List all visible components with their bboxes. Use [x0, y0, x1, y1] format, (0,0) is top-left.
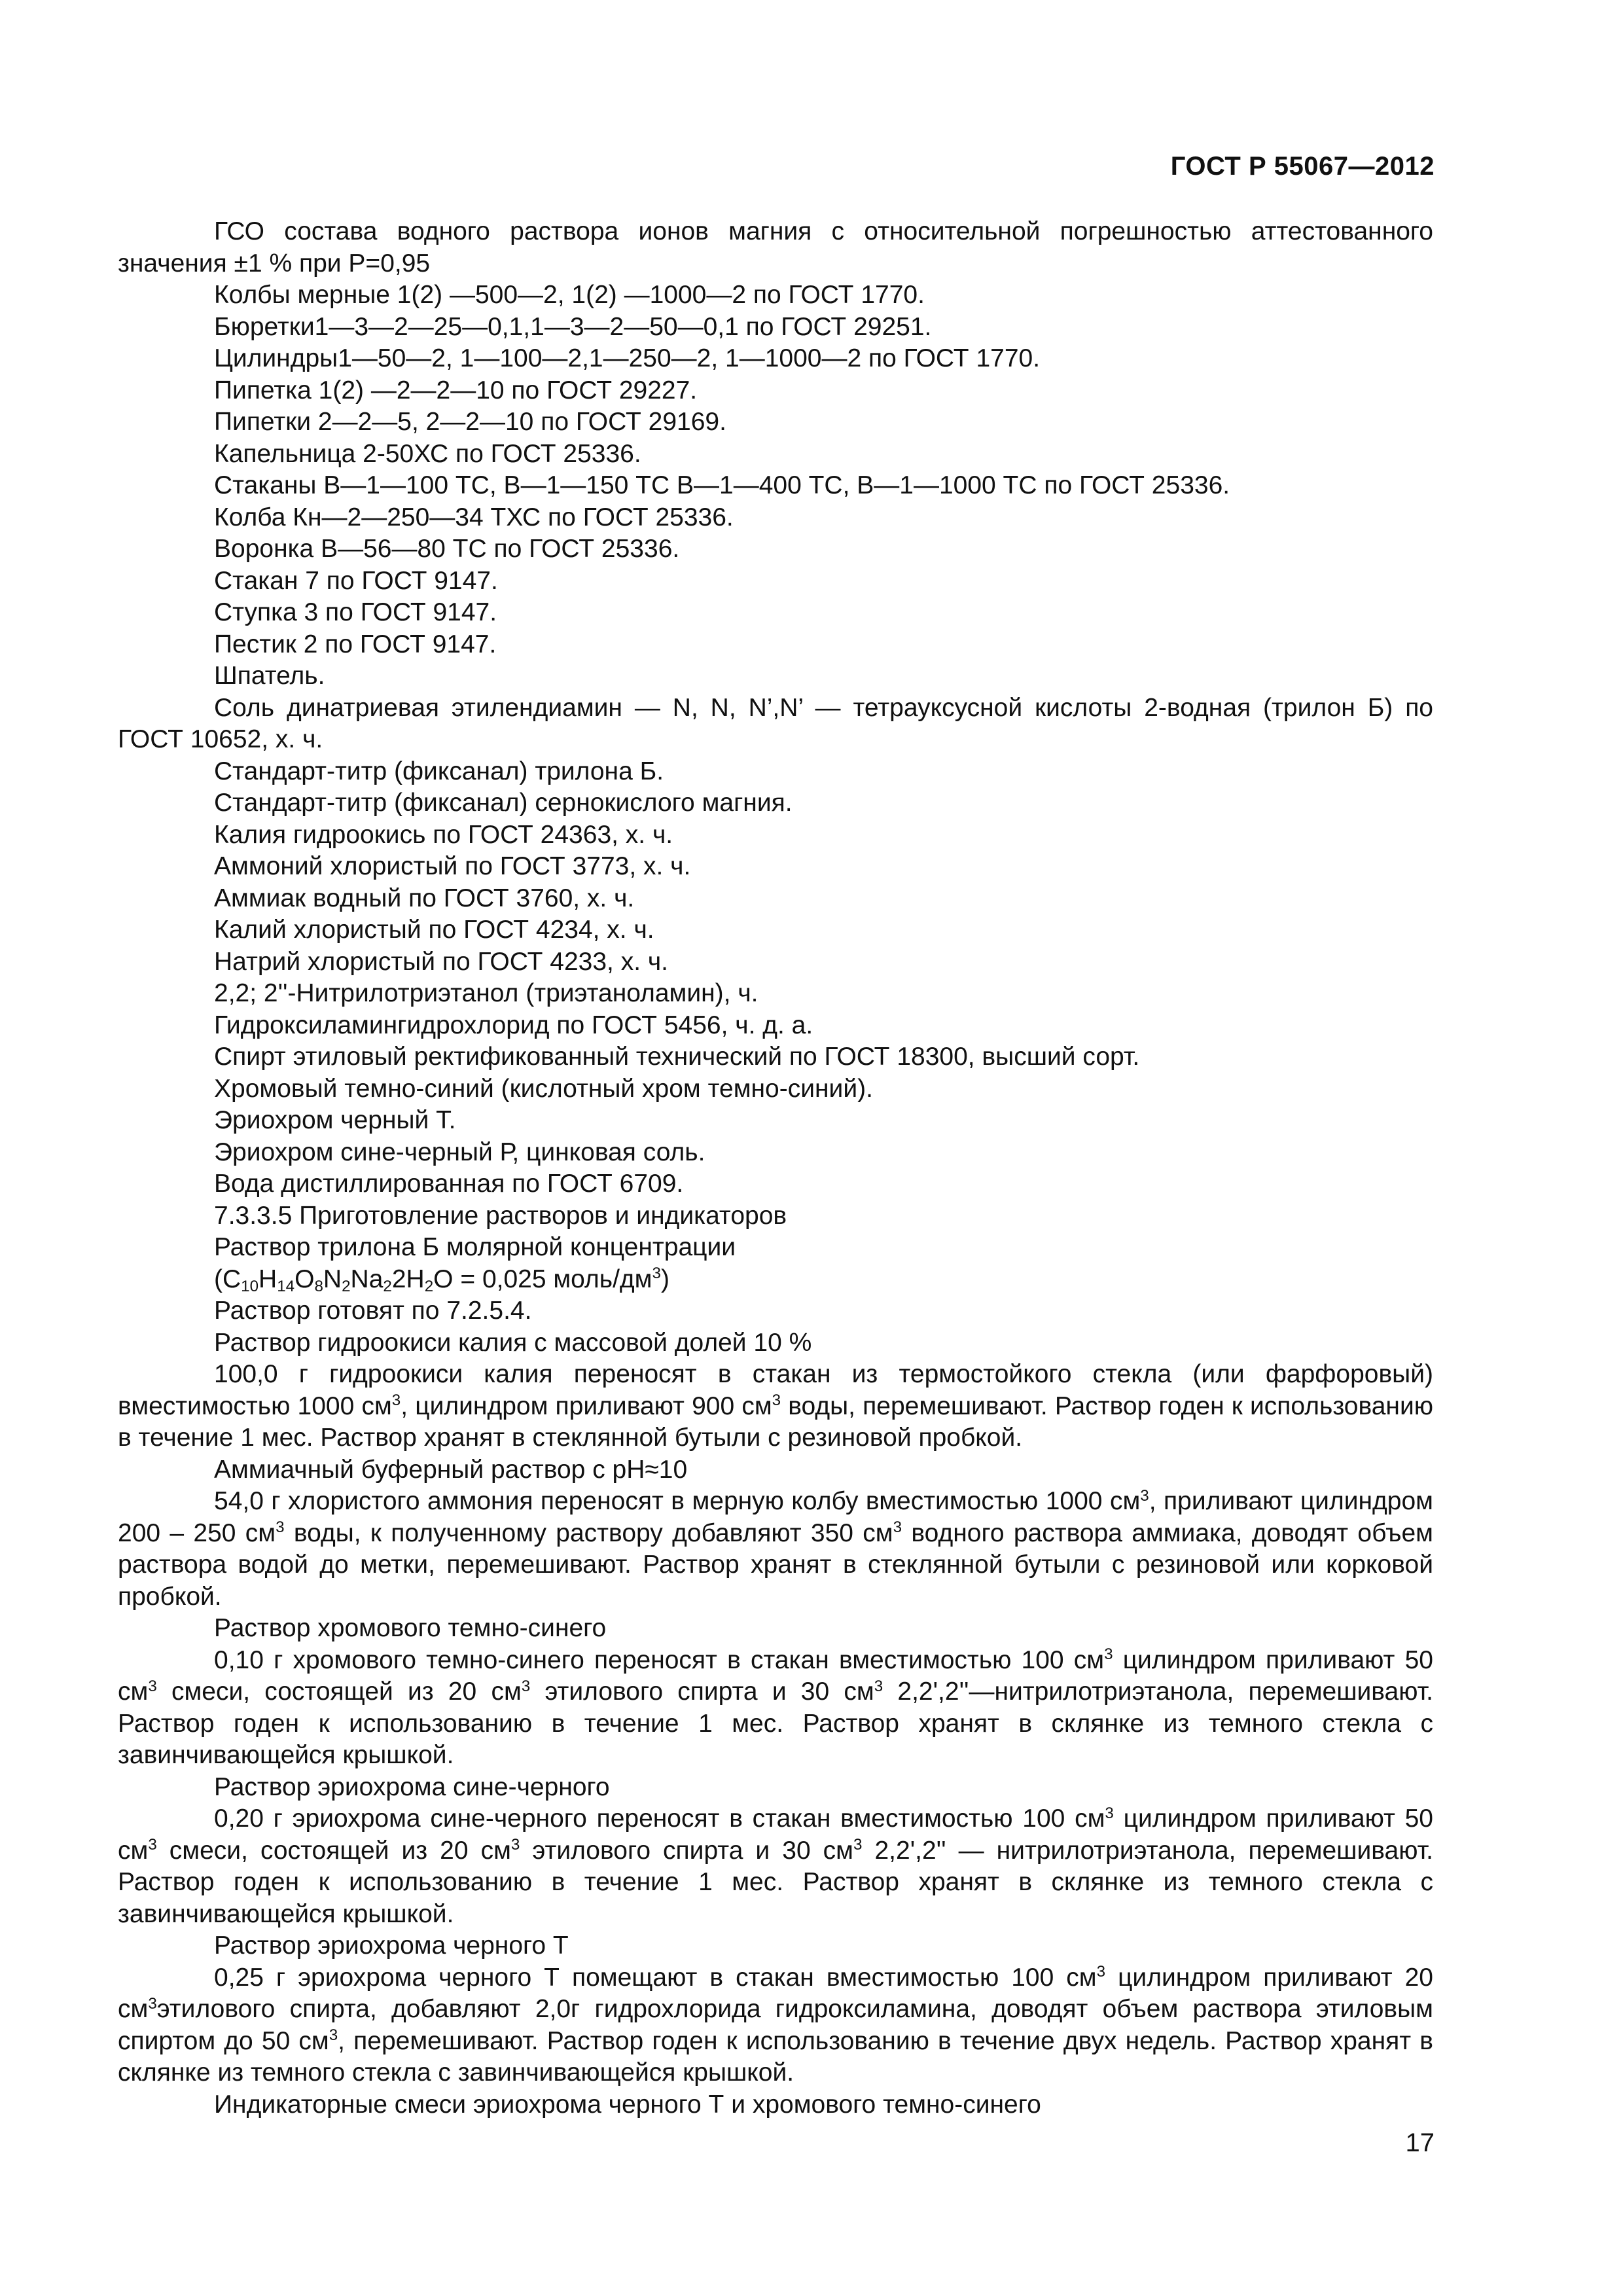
paragraph-title: Индикаторные смеси эриохрома черного Т и хромового темно-синего: [214, 2090, 1041, 2119]
paragraph: 0,20 г эриохрома сине-черного переносят в стакан вместимостью 100 $см^3$ цилиндром приливают 50 $см^3$ смеси, состоящей из 20 $см^3$ этилового спирта и 30 $см^3$ 2,2',2'' — нитрилотриэтанола, перемешивают. Раствор годен к использованию в течение 1 мес. Раствор хранят в склянке из темного стекла с завинчивающейся крышкой.: [118, 1804, 1433, 1928]
paragraph: Раствор готовят по 7.2.5.4.: [214, 1297, 532, 1325]
paragraph: Пестик 2 по ГОСТ 9147.: [214, 630, 497, 658]
paragraph: Стандарт-титр (фиксанал) трилона Б.: [214, 757, 664, 785]
paragraph: Хромовый темно-синий (кислотный хром темно-синий).: [214, 1074, 873, 1103]
paragraph: Соль динатриевая этилендиамин — N, N, N’,N’ — тетрауксусной кислоты 2-водная (трилон Б) по ГОСТ 10652, х. ч.: [118, 693, 1433, 753]
paragraph-title: Раствор эриохрома черного Т: [214, 1931, 569, 1960]
paragraph: Спирт этиловый ректификованный технический по ГОСТ 18300, высший сорт.: [214, 1043, 1140, 1071]
paragraph: ГСО состава водного раствора ионов магния с относительной погрешностью аттестованного значения ±1 % при Р=0,95: [118, 217, 1433, 278]
paragraph-title: Раствор гидроокиси калия с массовой долей 10 %: [214, 1328, 812, 1357]
page-number: 17: [1405, 2128, 1435, 2157]
paragraph: Цилиндры1—50—2, 1—100—2,1—250—2, 1—1000—2 по ГОСТ 1770.: [214, 344, 1041, 372]
paragraph: Эриохром черный Т.: [214, 1106, 456, 1134]
paragraph: Стандарт-титр (фиксанал) сернокислого магния.: [214, 789, 793, 817]
paragraph: 0,10 г хромового темно-синего переносят в стакан вместимостью 100 $см^3$ цилиндром приливают 50 $см^3$ смеси, состоящей из 20 $см^3$ этилового спирта и 30 $см^3$ 2,2',2''—нитрилотриэтанола, перемешивают. Раствор годен к использованию в течение 1 мес. Раствор хранят в склянке из темного стекла с завинчивающейся крышкой.: [118, 1645, 1434, 1769]
paragraph: 2,2; 2''-Нитрилотриэтанол (триэтаноламин), ч.: [214, 979, 758, 1007]
paragraph: Колбы мерные 1(2) —500—2, 1(2) —1000—2 по ГОСТ 1770.: [214, 281, 925, 309]
paragraph: Калий хлористый по ГОСТ 4234, х. ч.: [214, 916, 654, 944]
chemical-formula: (С10Н14О8N2Na22Н2О = 0,025 моль/$дм^3$): [214, 1265, 669, 1296]
paragraph: Гидроксиламингидрохлорид по ГОСТ 5456, ч. д. а.: [214, 1011, 813, 1039]
paragraph: Пипетки 2—2—5, 2—2—10 по ГОСТ 29169.: [214, 408, 726, 436]
paragraph: Капельница 2-50ХС по ГОСТ 25336.: [214, 439, 641, 468]
paragraph: Стакан 7 по ГОСТ 9147.: [214, 566, 498, 595]
paragraph: Натрий хлористый по ГОСТ 4233, х. ч.: [214, 947, 669, 976]
section-heading: 7.3.3.5 Приготовление растворов и индикаторов: [214, 1201, 787, 1230]
paragraph: Бюретки1—3—2—25—0,1,1—3—2—50—0,1 по ГОСТ 29251.: [214, 312, 932, 341]
standard-code-header: ГОСТ Р 55067—2012: [1170, 152, 1435, 181]
paragraph: Колба Кн—2—250—34 ТХС по ГОСТ 25336.: [214, 503, 734, 531]
paragraph: Эриохром сине-черный Р, цинковая соль.: [214, 1138, 705, 1166]
paragraph: Раствор трилона Б молярной концентрации: [214, 1233, 736, 1261]
paragraph: 100,0 г гидроокиси калия переносят в стакан из термостойкого стекла (или фарфоровый) вместимостью 1000 $см^3$, цилиндром приливают 900 $см^3$ воды, перемешивают. Раствор годен к использованию в течение 1 мес. Раствор хранят в стеклянной бутыли с резиновой пробкой.: [118, 1360, 1434, 1452]
paragraph: Пипетка 1(2) —2—2—10 по ГОСТ 29227.: [214, 376, 698, 404]
paragraph: Шпатель.: [214, 662, 325, 690]
paragraph: 54,0 г хлористого аммония переносят в мерную колбу вместимостью 1000 $см^3$, приливают цилиндром 200 – 250 $см^3$ воды, к полученному раствору добавляют 350 $см^3$ водного раствора аммиака, доводят объем раствора водой до метки, перемешивают. Раствор хранят в стеклянной бутыли с резиновой или корковой пробкой.: [118, 1486, 1433, 1611]
paragraph: Аммиак водный по ГОСТ 3760, х. ч.: [214, 884, 635, 912]
document-body: [118, 216, 1433, 2121]
paragraph: Воронка В—56—80 ТС по ГОСТ 25336.: [214, 535, 680, 563]
paragraph: Вода дистиллированная по ГОСТ 6709.: [214, 1170, 684, 1198]
paragraph: Калия гидроокись по ГОСТ 24363, х. ч.: [214, 820, 673, 849]
paragraph: Стаканы В—1—100 ТС, В—1—150 ТС В—1—400 ТС, В—1—1000 ТС по ГОСТ 25336.: [214, 471, 1230, 499]
paragraph: 0,25 г эриохрома черного Т помещают в стакан вместимостью 100 $см^3$ цилиндром приливают 20 $см^3этилового$ спирта, добавляют 2,0г гидрохлорида гидроксиламина, доводят объем раствора этиловым спиртом до 50 $см^3$, перемешивают. Раствор годен к использованию в течение двух недель. Раствор хранят в склянке из темного стекла с завинчивающейся крышкой.: [118, 1963, 1433, 2087]
paragraph: Ступка 3 по ГОСТ 9147.: [214, 598, 497, 626]
paragraph-title: Раствор хромового темно-синего: [214, 1614, 607, 1642]
paragraph-title: Раствор эриохрома сине-черного: [214, 1772, 610, 1801]
paragraph-title: Аммиачный буферный раствор с рН≈10: [214, 1455, 688, 1484]
paragraph: Аммоний хлористый по ГОСТ 3773, х. ч.: [214, 852, 691, 880]
